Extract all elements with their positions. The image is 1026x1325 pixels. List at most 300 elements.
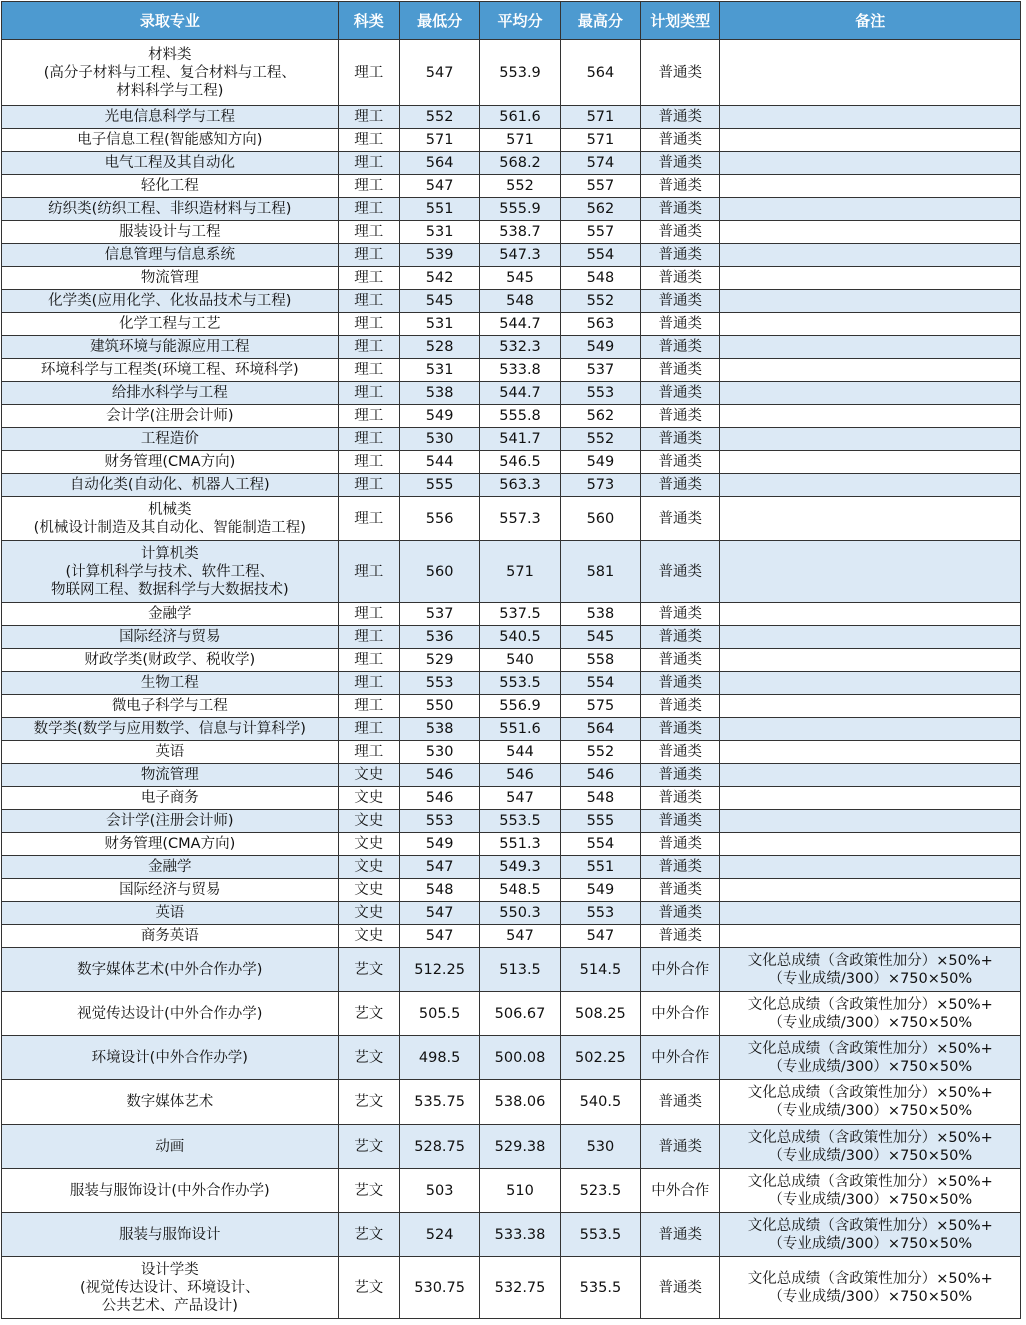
table-row (2, 129, 1021, 152)
major-cell: 财务管理(CMA方向) (2, 451, 339, 474)
max-score-cell: 573 (560, 474, 640, 497)
table-row (2, 1036, 1021, 1080)
category-cell: 理工 (338, 221, 399, 244)
category-cell: 理工 (338, 718, 399, 741)
min-score-cell: 553 (399, 672, 479, 695)
category-cell: 理工 (338, 152, 399, 175)
category-cell: 理工 (338, 695, 399, 718)
category-cell: 理工 (338, 649, 399, 672)
min-score-cell: 545 (399, 290, 479, 313)
category-cell: 理工 (338, 313, 399, 336)
avg-score-cell: 551.3 (480, 833, 560, 856)
header-max-score: 最高分 (560, 2, 640, 40)
category-cell: 文史 (338, 833, 399, 856)
major-cell: 给排水科学与工程 (2, 382, 339, 405)
plan-type-cell: 中外合作 (641, 992, 720, 1036)
min-score-cell: 530 (399, 428, 479, 451)
avg-score-cell: 547.3 (480, 244, 560, 267)
plan-type-cell: 普通类 (641, 382, 720, 405)
category-cell: 艺文 (338, 992, 399, 1036)
avg-score-cell: 506.67 (480, 992, 560, 1036)
category-cell: 理工 (338, 40, 399, 106)
category-cell: 艺文 (338, 1213, 399, 1257)
plan-type-cell: 普通类 (641, 244, 720, 267)
major-cell: 光电信息科学与工程 (2, 106, 339, 129)
min-score-cell: 552 (399, 106, 479, 129)
avg-score-cell: 541.7 (480, 428, 560, 451)
min-score-cell: 546 (399, 764, 479, 787)
remarks-cell (720, 198, 1021, 221)
min-score-cell: 549 (399, 833, 479, 856)
avg-score-cell: 568.2 (480, 152, 560, 175)
avg-score-cell: 500.08 (480, 1036, 560, 1080)
table-row (2, 902, 1021, 925)
table-row (2, 925, 1021, 948)
remarks-cell (720, 106, 1021, 129)
remarks-cell (720, 244, 1021, 267)
max-score-cell: 554 (560, 244, 640, 267)
header-min-score: 最低分 (399, 2, 479, 40)
remarks-cell (720, 833, 1021, 856)
remarks-cell (720, 626, 1021, 649)
category-cell: 文史 (338, 925, 399, 948)
avg-score-cell: 547 (480, 925, 560, 948)
min-score-cell: 531 (399, 313, 479, 336)
avg-score-cell: 540.5 (480, 626, 560, 649)
min-score-cell: 531 (399, 221, 479, 244)
max-score-cell: 562 (560, 405, 640, 428)
category-cell: 艺文 (338, 1125, 399, 1169)
avg-score-cell: 529.38 (480, 1125, 560, 1169)
remarks-cell (720, 902, 1021, 925)
major-cell: 国际经济与贸易 (2, 879, 339, 902)
min-score-cell: 547 (399, 40, 479, 106)
major-cell: 数学类(数学与应用数学、信息与计算科学) (2, 718, 339, 741)
min-score-cell: 547 (399, 856, 479, 879)
remarks-cell (720, 810, 1021, 833)
major-cell: 国际经济与贸易 (2, 626, 339, 649)
category-cell: 理工 (338, 626, 399, 649)
table-row (2, 244, 1021, 267)
table-row (2, 603, 1021, 626)
avg-score-cell: 540 (480, 649, 560, 672)
table-row (2, 474, 1021, 497)
category-cell: 文史 (338, 764, 399, 787)
plan-type-cell: 普通类 (641, 718, 720, 741)
major-cell: 环境设计(中外合作办学) (2, 1036, 339, 1080)
plan-type-cell: 普通类 (641, 267, 720, 290)
remarks-cell (720, 695, 1021, 718)
plan-type-cell: 普通类 (641, 336, 720, 359)
table-row (2, 649, 1021, 672)
min-score-cell: 524 (399, 1213, 479, 1257)
category-cell: 艺文 (338, 948, 399, 992)
table-row (2, 382, 1021, 405)
category-cell: 理工 (338, 382, 399, 405)
max-score-cell: 546 (560, 764, 640, 787)
header-row (2, 2, 1021, 40)
avg-score-cell: 532.75 (480, 1257, 560, 1319)
remarks-cell (720, 925, 1021, 948)
max-score-cell: 514.5 (560, 948, 640, 992)
category-cell: 理工 (338, 451, 399, 474)
table-row (2, 451, 1021, 474)
plan-type-cell: 普通类 (641, 451, 720, 474)
category-cell: 文史 (338, 810, 399, 833)
major-cell: 电气工程及其自动化 (2, 152, 339, 175)
min-score-cell: 571 (399, 129, 479, 152)
plan-type-cell: 普通类 (641, 497, 720, 541)
max-score-cell: 538 (560, 603, 640, 626)
max-score-cell: 553 (560, 382, 640, 405)
category-cell: 艺文 (338, 1080, 399, 1125)
avg-score-cell: 510 (480, 1169, 560, 1213)
plan-type-cell: 普通类 (641, 672, 720, 695)
category-cell: 理工 (338, 672, 399, 695)
max-score-cell: 502.25 (560, 1036, 640, 1080)
plan-type-cell: 普通类 (641, 405, 720, 428)
table-row (2, 428, 1021, 451)
category-cell: 理工 (338, 603, 399, 626)
major-cell: 电子商务 (2, 787, 339, 810)
table-row (2, 221, 1021, 244)
avg-score-cell: 513.5 (480, 948, 560, 992)
plan-type-cell: 普通类 (641, 1080, 720, 1125)
category-cell: 艺文 (338, 1257, 399, 1319)
plan-type-cell: 普通类 (641, 474, 720, 497)
table-row (2, 290, 1021, 313)
avg-score-cell: 551.6 (480, 718, 560, 741)
max-score-cell: 564 (560, 40, 640, 106)
min-score-cell: 553 (399, 810, 479, 833)
remarks-cell (720, 649, 1021, 672)
category-cell: 理工 (338, 405, 399, 428)
category-cell: 文史 (338, 787, 399, 810)
remarks-cell (720, 152, 1021, 175)
max-score-cell: 530 (560, 1125, 640, 1169)
table-row (2, 359, 1021, 382)
table-row (2, 741, 1021, 764)
table-header (2, 2, 1021, 40)
remarks-cell: 文化总成绩（含政策性加分）×50%+ （专业成绩/300）×750×50% (720, 1257, 1021, 1319)
header-major: 录取专业 (2, 2, 339, 40)
category-cell: 理工 (338, 175, 399, 198)
max-score-cell: 564 (560, 718, 640, 741)
min-score-cell: 547 (399, 925, 479, 948)
max-score-cell: 575 (560, 695, 640, 718)
category-cell: 艺文 (338, 1036, 399, 1080)
table-row (2, 718, 1021, 741)
remarks-cell (720, 336, 1021, 359)
category-cell: 文史 (338, 856, 399, 879)
avg-score-cell: 552 (480, 175, 560, 198)
remarks-cell (720, 428, 1021, 451)
plan-type-cell: 普通类 (641, 603, 720, 626)
major-cell: 英语 (2, 741, 339, 764)
min-score-cell: 548 (399, 879, 479, 902)
table-row (2, 336, 1021, 359)
min-score-cell: 550 (399, 695, 479, 718)
category-cell: 理工 (338, 129, 399, 152)
min-score-cell: 546 (399, 787, 479, 810)
category-cell: 理工 (338, 497, 399, 541)
min-score-cell: 539 (399, 244, 479, 267)
major-cell: 电子信息工程(智能感知方向) (2, 129, 339, 152)
avg-score-cell: 547 (480, 787, 560, 810)
min-score-cell: 538 (399, 382, 479, 405)
category-cell: 理工 (338, 198, 399, 221)
max-score-cell: 547 (560, 925, 640, 948)
remarks-cell (720, 359, 1021, 382)
major-cell: 物流管理 (2, 267, 339, 290)
category-cell: 艺文 (338, 1169, 399, 1213)
min-score-cell: 555 (399, 474, 479, 497)
avg-score-cell: 544.7 (480, 313, 560, 336)
table-row (2, 626, 1021, 649)
table-row (2, 313, 1021, 336)
table-row (2, 672, 1021, 695)
plan-type-cell: 普通类 (641, 1213, 720, 1257)
remarks-cell: 文化总成绩（含政策性加分）×50%+ （专业成绩/300）×750×50% (720, 1036, 1021, 1080)
admission-scores-table (1, 1, 1021, 1319)
category-cell: 理工 (338, 428, 399, 451)
plan-type-cell: 普通类 (641, 649, 720, 672)
avg-score-cell: 538.06 (480, 1080, 560, 1125)
avg-score-cell: 533.38 (480, 1213, 560, 1257)
avg-score-cell: 553.5 (480, 810, 560, 833)
remarks-cell: 文化总成绩（含政策性加分）×50%+ （专业成绩/300）×750×50% (720, 1080, 1021, 1125)
avg-score-cell: 538.7 (480, 221, 560, 244)
min-score-cell: 564 (399, 152, 479, 175)
avg-score-cell: 553.9 (480, 40, 560, 106)
remarks-cell (720, 741, 1021, 764)
max-score-cell: 571 (560, 129, 640, 152)
table-row (2, 152, 1021, 175)
plan-type-cell: 普通类 (641, 541, 720, 603)
plan-type-cell: 中外合作 (641, 1169, 720, 1213)
plan-type-cell: 普通类 (641, 695, 720, 718)
min-score-cell: 528.75 (399, 1125, 479, 1169)
max-score-cell: 554 (560, 833, 640, 856)
table-row (2, 992, 1021, 1036)
table-body (2, 40, 1021, 1319)
min-score-cell: 560 (399, 541, 479, 603)
major-cell: 数字媒体艺术 (2, 1080, 339, 1125)
table-row (2, 695, 1021, 718)
min-score-cell: 531 (399, 359, 479, 382)
major-cell: 物流管理 (2, 764, 339, 787)
remarks-cell: 文化总成绩（含政策性加分）×50%+ （专业成绩/300）×750×50% (720, 1169, 1021, 1213)
table-row (2, 175, 1021, 198)
remarks-cell (720, 40, 1021, 106)
max-score-cell: 549 (560, 451, 640, 474)
major-cell: 服装与服饰设计(中外合作办学) (2, 1169, 339, 1213)
major-cell: 服装与服饰设计 (2, 1213, 339, 1257)
table-row (2, 1169, 1021, 1213)
max-score-cell: 553 (560, 902, 640, 925)
avg-score-cell: 548.5 (480, 879, 560, 902)
remarks-cell: 文化总成绩（含政策性加分）×50%+ （专业成绩/300）×750×50% (720, 948, 1021, 992)
category-cell: 理工 (338, 290, 399, 313)
table-row (2, 787, 1021, 810)
max-score-cell: 545 (560, 626, 640, 649)
plan-type-cell: 普通类 (641, 1257, 720, 1319)
remarks-cell (720, 672, 1021, 695)
max-score-cell: 555 (560, 810, 640, 833)
min-score-cell: 547 (399, 902, 479, 925)
table-row (2, 497, 1021, 541)
major-cell: 财务管理(CMA方向) (2, 833, 339, 856)
avg-score-cell: 553.5 (480, 672, 560, 695)
min-score-cell: 535.75 (399, 1080, 479, 1125)
major-cell: 服装设计与工程 (2, 221, 339, 244)
plan-type-cell: 普通类 (641, 879, 720, 902)
remarks-cell (720, 313, 1021, 336)
remarks-cell (720, 267, 1021, 290)
plan-type-cell: 普通类 (641, 175, 720, 198)
plan-type-cell: 普通类 (641, 1125, 720, 1169)
avg-score-cell: 545 (480, 267, 560, 290)
remarks-cell (720, 497, 1021, 541)
table-row (2, 856, 1021, 879)
table-row (2, 1080, 1021, 1125)
min-score-cell: 530 (399, 741, 479, 764)
major-cell: 化学类(应用化学、化妆品技术与工程) (2, 290, 339, 313)
remarks-cell: 文化总成绩（含政策性加分）×50%+ （专业成绩/300）×750×50% (720, 1125, 1021, 1169)
table-row (2, 267, 1021, 290)
plan-type-cell: 普通类 (641, 833, 720, 856)
max-score-cell: 551 (560, 856, 640, 879)
major-cell: 英语 (2, 902, 339, 925)
plan-type-cell: 普通类 (641, 787, 720, 810)
avg-score-cell: 537.5 (480, 603, 560, 626)
major-cell: 环境科学与工程类(环境工程、环境科学) (2, 359, 339, 382)
remarks-cell (720, 474, 1021, 497)
avg-score-cell: 546.5 (480, 451, 560, 474)
major-cell: 材料类 (高分子材料与工程、复合材料与工程、 材料科学与工程) (2, 40, 339, 106)
category-cell: 理工 (338, 336, 399, 359)
avg-score-cell: 561.6 (480, 106, 560, 129)
max-score-cell: 562 (560, 198, 640, 221)
min-score-cell: 544 (399, 451, 479, 474)
plan-type-cell: 普通类 (641, 152, 720, 175)
category-cell: 文史 (338, 879, 399, 902)
plan-type-cell: 普通类 (641, 106, 720, 129)
min-score-cell: 529 (399, 649, 479, 672)
min-score-cell: 556 (399, 497, 479, 541)
remarks-cell (720, 718, 1021, 741)
max-score-cell: 523.5 (560, 1169, 640, 1213)
major-cell: 会计学(注册会计师) (2, 810, 339, 833)
major-cell: 金融学 (2, 856, 339, 879)
max-score-cell: 560 (560, 497, 640, 541)
category-cell: 理工 (338, 541, 399, 603)
table-row (2, 810, 1021, 833)
max-score-cell: 574 (560, 152, 640, 175)
max-score-cell: 535.5 (560, 1257, 640, 1319)
max-score-cell: 552 (560, 428, 640, 451)
max-score-cell: 508.25 (560, 992, 640, 1036)
major-cell: 自动化类(自动化、机器人工程) (2, 474, 339, 497)
min-score-cell: 530.75 (399, 1257, 479, 1319)
major-cell: 微电子科学与工程 (2, 695, 339, 718)
max-score-cell: 552 (560, 741, 640, 764)
plan-type-cell: 中外合作 (641, 948, 720, 992)
table-row (2, 1213, 1021, 1257)
table-row (2, 541, 1021, 603)
category-cell: 理工 (338, 474, 399, 497)
major-cell: 金融学 (2, 603, 339, 626)
max-score-cell: 553.5 (560, 1213, 640, 1257)
plan-type-cell: 普通类 (641, 359, 720, 382)
table-row (2, 833, 1021, 856)
table-row (2, 1125, 1021, 1169)
plan-type-cell: 普通类 (641, 129, 720, 152)
table-row (2, 879, 1021, 902)
remarks-cell (720, 175, 1021, 198)
min-score-cell: 537 (399, 603, 479, 626)
table-row (2, 106, 1021, 129)
table-row (2, 1257, 1021, 1319)
remarks-cell (720, 451, 1021, 474)
header-avg-score: 平均分 (480, 2, 560, 40)
major-cell: 动画 (2, 1125, 339, 1169)
table-row (2, 40, 1021, 106)
plan-type-cell: 普通类 (641, 40, 720, 106)
major-cell: 化学工程与工艺 (2, 313, 339, 336)
avg-score-cell: 544 (480, 741, 560, 764)
plan-type-cell: 普通类 (641, 741, 720, 764)
max-score-cell: 557 (560, 221, 640, 244)
plan-type-cell: 中外合作 (641, 1036, 720, 1080)
avg-score-cell: 549.3 (480, 856, 560, 879)
remarks-cell (720, 879, 1021, 902)
major-cell: 生物工程 (2, 672, 339, 695)
remarks-cell (720, 129, 1021, 152)
min-score-cell: 551 (399, 198, 479, 221)
table-row (2, 948, 1021, 992)
header-category: 科类 (338, 2, 399, 40)
major-cell: 计算机类 (计算机科学与技术、软件工程、 物联网工程、数据科学与大数据技术) (2, 541, 339, 603)
avg-score-cell: 555.8 (480, 405, 560, 428)
major-cell: 纺织类(纺织工程、非织造材料与工程) (2, 198, 339, 221)
avg-score-cell: 571 (480, 541, 560, 603)
max-score-cell: 540.5 (560, 1080, 640, 1125)
avg-score-cell: 555.9 (480, 198, 560, 221)
max-score-cell: 563 (560, 313, 640, 336)
major-cell: 财政学类(财政学、税收学) (2, 649, 339, 672)
table-row (2, 198, 1021, 221)
max-score-cell: 549 (560, 879, 640, 902)
plan-type-cell: 普通类 (641, 902, 720, 925)
avg-score-cell: 571 (480, 129, 560, 152)
plan-type-cell: 普通类 (641, 856, 720, 879)
avg-score-cell: 544.7 (480, 382, 560, 405)
remarks-cell (720, 290, 1021, 313)
max-score-cell: 581 (560, 541, 640, 603)
header-plan-type: 计划类型 (641, 2, 720, 40)
category-cell: 理工 (338, 106, 399, 129)
major-cell: 商务英语 (2, 925, 339, 948)
category-cell: 文史 (338, 902, 399, 925)
major-cell: 数字媒体艺术(中外合作办学) (2, 948, 339, 992)
avg-score-cell: 557.3 (480, 497, 560, 541)
major-cell: 会计学(注册会计师) (2, 405, 339, 428)
plan-type-cell: 普通类 (641, 428, 720, 451)
max-score-cell: 554 (560, 672, 640, 695)
plan-type-cell: 普通类 (641, 764, 720, 787)
major-cell: 工程造价 (2, 428, 339, 451)
